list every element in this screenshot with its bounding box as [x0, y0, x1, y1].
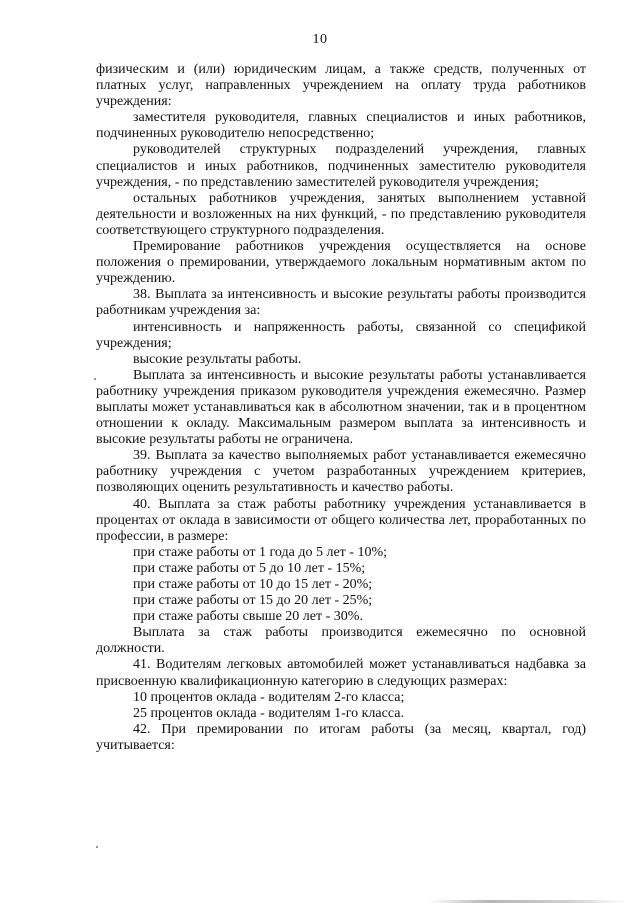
scan-speck [96, 846, 98, 848]
paragraph: руководителей структурных подразделений учреждения, главных специалистов и иных работников, подчиненных заместителю руководителя учреждения, - по представлению заместителей руководителя учреждения; [96, 142, 586, 190]
page-number: 10 [312, 32, 328, 47]
list-item: 25 процентов оклада - водителям 1-го класса. [133, 705, 404, 721]
paragraph: заместителя руководителя, главных специалистов и иных работников, подчиненных руководителю непосредственно; [96, 110, 586, 142]
paragraph: физическим и (или) юридическим лицам, а также средств, полученных от платных услуг, направленных учреждением на оплату труда работников учреждения: [96, 62, 586, 110]
paragraph: Премирование работников учреждения осуществляется на основе положения о премировании, утверждаемого локальным нормативным актом по учреждению. [96, 239, 586, 287]
paragraph: Выплата за стаж работы производится ежемесячно по основной должности. [96, 625, 586, 657]
list-item: при стаже работы свыше 20 лет - 30%. [133, 609, 363, 625]
paragraph: 40. Выплата за стаж работы работнику учреждения устанавливается в процентах от оклада в зависимости от общего количества лет, проработанных по профессии, в размере: [96, 496, 586, 544]
list-item: при стаже работы от 10 до 15 лет - 20%; [133, 577, 373, 592]
scan-speck [94, 378, 96, 380]
paragraph: Выплата за интенсивность и высокие результаты работы устанавливается работнику учреждения приказом руководителя учреждения ежемесячно. Размер выплаты может устанавливаться как в абсолютном значении, так и в процентном отношении к окладу. Максимальным размером выплата за интенсивность и высокие результаты работы не ограничена. [96, 367, 586, 448]
paragraph: 38. Выплата за интенсивность и высокие результаты работы производится работникам учреждения за: [96, 287, 586, 319]
document-body [96, 62, 586, 754]
paragraph: 39. Выплата за качество выполняемых работ устанавливается ежемесячно работнику учреждения с учетом разработанных учреждением критериев, позволяющих оценить результативность и качество работы. [96, 448, 586, 496]
list-item: при стаже работы от 15 до 20 лет - 25%; [133, 593, 373, 609]
paragraph: интенсивность и напряженность работы, связанной со спецификой учреждения; [96, 319, 586, 351]
list-item: при стаже работы от 5 до 10 лет - 15%; [133, 560, 366, 576]
list-item: при стаже работы от 1 года до 5 лет - 10%; [133, 544, 387, 560]
paragraph: остальных работников учреждения, занятых выполнением уставной деятельности и возложенных на них функций, - по представлению руководителя соответствующего структурного подразделения. [96, 190, 586, 238]
paragraph: высокие результаты работы. [133, 351, 302, 367]
paragraph: 41. Водителям легковых автомобилей может устанавливаться надбавка за присвоенную квалификационную категорию в следующих размерах: [96, 657, 586, 689]
scan-edge-smudge [428, 900, 628, 903]
list-item: 10 процентов оклада - водителям 2-го класса; [133, 689, 405, 705]
paragraph: 42. При премировании по итогам работы (за месяц, квартал, год) учитывается: [96, 721, 586, 753]
